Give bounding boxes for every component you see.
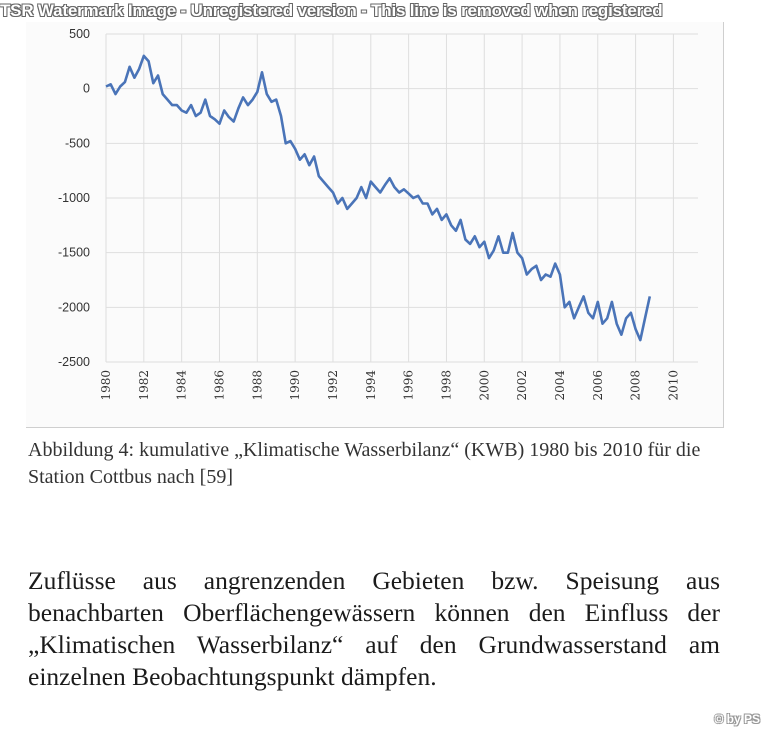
y-tick-label: 0	[83, 81, 90, 96]
kwb-line-chart	[26, 22, 723, 427]
figure-caption: Abbildung 4: kumulative „Klimatische Wasserbilanz“ (KWB) 1980 bis 2010 für die Station Cottbus nach [59]	[28, 439, 701, 488]
y-tick-label: -1000	[58, 191, 90, 205]
x-tick-label: 1996	[401, 370, 416, 401]
x-tick-label: 1994	[363, 370, 378, 401]
x-tick-label: 2008	[628, 370, 643, 401]
y-axis-ticks	[58, 27, 90, 369]
chart-panel	[26, 22, 724, 428]
x-tick-label: 2010	[666, 370, 681, 401]
y-tick-label: 500	[69, 27, 90, 41]
x-tick-label: 1992	[325, 370, 340, 401]
y-tick-label: -2500	[58, 355, 90, 369]
y-tick-label: -1500	[58, 245, 90, 260]
x-tick-label: 1990	[288, 370, 303, 401]
x-tick-label: 2002	[515, 370, 530, 401]
watermark-banner: TSR Watermark Image - Unregistered version - This line is removed when registered	[0, 1, 663, 20]
x-tick-label: 2000	[477, 370, 492, 401]
y-tick-label: -2000	[58, 300, 90, 315]
x-tick-label: 1984	[174, 370, 189, 401]
x-tick-label: 1982	[136, 370, 151, 401]
x-tick-label: 1988	[250, 370, 265, 401]
body-paragraph: Zuflüsse aus angrenzenden Gebieten bzw. Speisung aus benachbarten Oberflächengewässern können den Einfluss der „Klimatischen Wasserbilanz“ auf den Grundwasserstand am einzelnen Beobachtungspunkt dämpfen.	[28, 566, 720, 691]
copyright-mark: © by PS	[714, 712, 760, 726]
x-tick-label: 2006	[590, 370, 605, 401]
x-axis-ticks	[99, 370, 680, 401]
x-tick-label: 1986	[212, 370, 227, 401]
x-tick-label: 2004	[552, 370, 567, 401]
x-tick-label: 1980	[99, 370, 113, 401]
y-tick-label: -500	[64, 136, 90, 151]
x-tick-label: 1998	[439, 370, 454, 401]
